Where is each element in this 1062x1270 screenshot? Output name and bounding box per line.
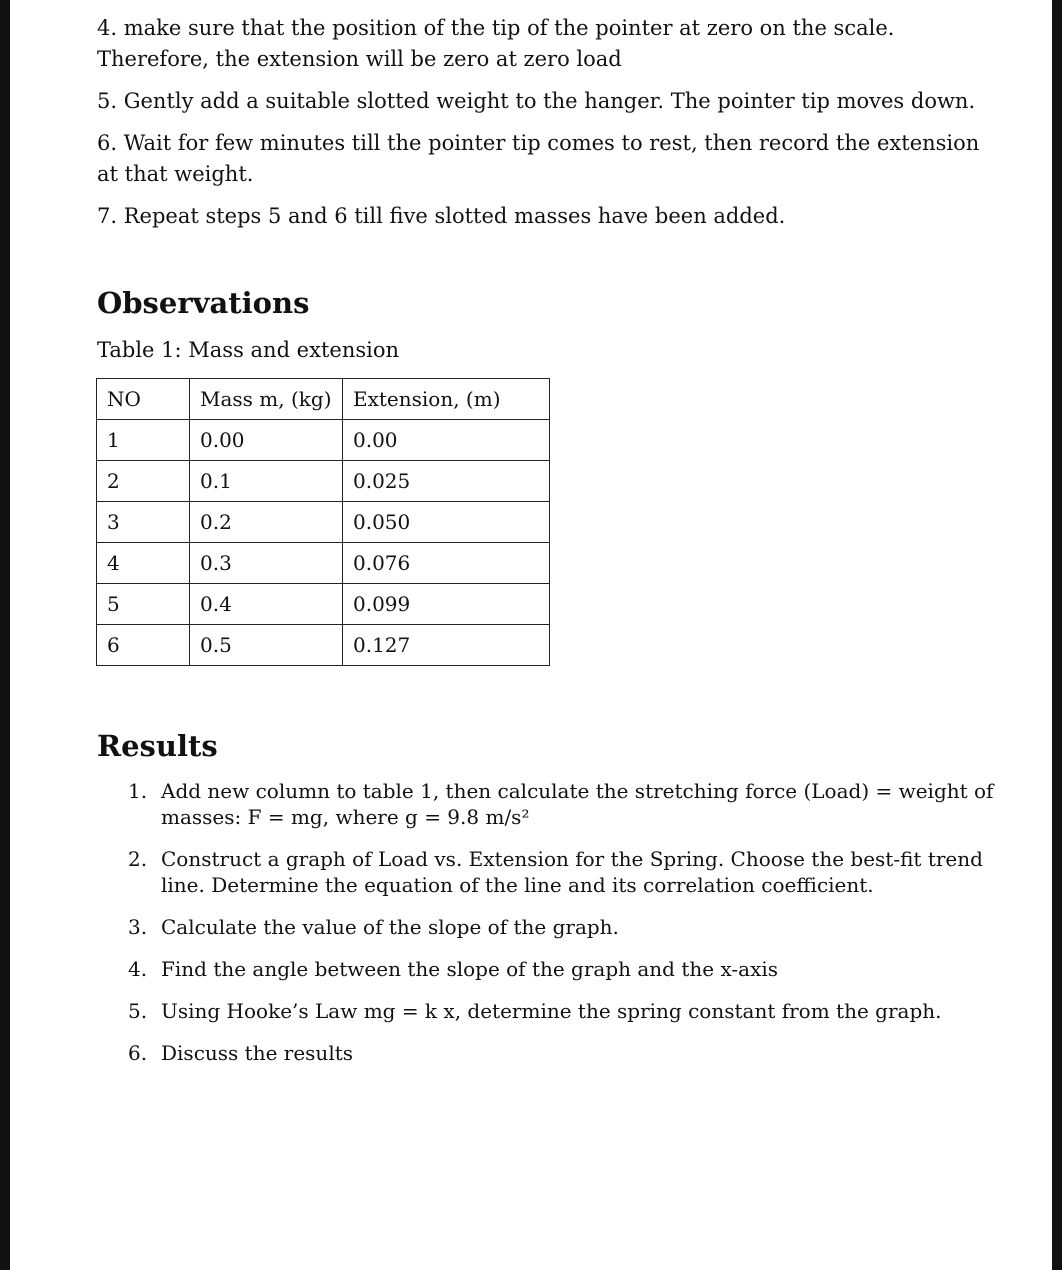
- list-item: [128, 956, 1008, 982]
- cell-extension: 0.025: [343, 461, 550, 502]
- table-row: [97, 625, 550, 666]
- list-number: 1.: [128, 779, 148, 803]
- list-text: Using Hooke’s Law mg = k x, determine the spring constant from the graph.: [161, 999, 942, 1023]
- cell-mass: 0.3: [190, 543, 343, 584]
- procedure-step-6: 6. Wait for few minutes till the pointer tip comes to rest, then record the extension at that weight.: [97, 131, 980, 186]
- cell-extension: 0.076: [343, 543, 550, 584]
- observations-heading: Observations: [97, 286, 310, 320]
- table-caption: Table 1: Mass and extension: [97, 338, 400, 362]
- list-item: [128, 1040, 1008, 1066]
- cell-mass: 0.00: [190, 420, 343, 461]
- right-border-strip: [1052, 0, 1062, 1270]
- list-item: [128, 914, 1008, 940]
- table-row: [97, 502, 550, 543]
- cell-no: 4: [97, 543, 190, 584]
- cell-mass: 0.2: [190, 502, 343, 543]
- procedure-step-4: 4. make sure that the position of the tip of the pointer at zero on the scale. Therefore, the extension will be zero at zero load: [97, 16, 895, 71]
- list-item: [128, 846, 1008, 898]
- cell-no: 2: [97, 461, 190, 502]
- header-extension: Extension, (m): [343, 379, 550, 420]
- cell-no: 3: [97, 502, 190, 543]
- procedure-step-5: 5. Gently add a suitable slotted weight to the hanger. The pointer tip moves down.: [97, 89, 976, 113]
- list-item: [128, 778, 1008, 830]
- cell-extension: 0.099: [343, 584, 550, 625]
- table-row: [97, 461, 550, 502]
- list-number: 5.: [128, 999, 148, 1023]
- list-number: 6.: [128, 1041, 148, 1065]
- list-text: Find the angle between the slope of the graph and the x-axis: [161, 957, 779, 981]
- cell-mass: 0.4: [190, 584, 343, 625]
- header-mass: Mass m, (kg): [190, 379, 343, 420]
- list-item: [128, 998, 1008, 1024]
- list-number: 4.: [128, 957, 148, 981]
- list-text: Discuss the results: [161, 1041, 354, 1065]
- list-text: Construct a graph of Load vs. Extension for the Spring. Choose the best-fit trend line. Determine the equation of the line and its correlation coefficient.: [161, 847, 983, 897]
- cell-no: 6: [97, 625, 190, 666]
- list-number: 3.: [128, 915, 148, 939]
- left-border-strip: [0, 0, 10, 1270]
- list-number: 2.: [128, 847, 148, 871]
- cell-no: 1: [97, 420, 190, 461]
- cell-mass: 0.5: [190, 625, 343, 666]
- table-header-row: [97, 379, 550, 420]
- mass-extension-table: [96, 378, 550, 666]
- list-text: Add new column to table 1, then calculate the stretching force (Load) = weight of masses: F = mg, where g = 9.8 m/s²: [161, 779, 994, 829]
- cell-extension: 0.050: [343, 502, 550, 543]
- cell-mass: 0.1: [190, 461, 343, 502]
- cell-extension: 0.00: [343, 420, 550, 461]
- table-row: [97, 420, 550, 461]
- results-heading: Results: [97, 729, 218, 763]
- list-text: Calculate the value of the slope of the graph.: [161, 915, 619, 939]
- table-row: [97, 543, 550, 584]
- cell-extension: 0.127: [343, 625, 550, 666]
- header-no: NO: [97, 379, 190, 420]
- table-row: [97, 584, 550, 625]
- cell-no: 5: [97, 584, 190, 625]
- procedure-step-7: 7. Repeat steps 5 and 6 till five slotted masses have been added.: [97, 204, 786, 228]
- results-list: [128, 778, 1008, 1082]
